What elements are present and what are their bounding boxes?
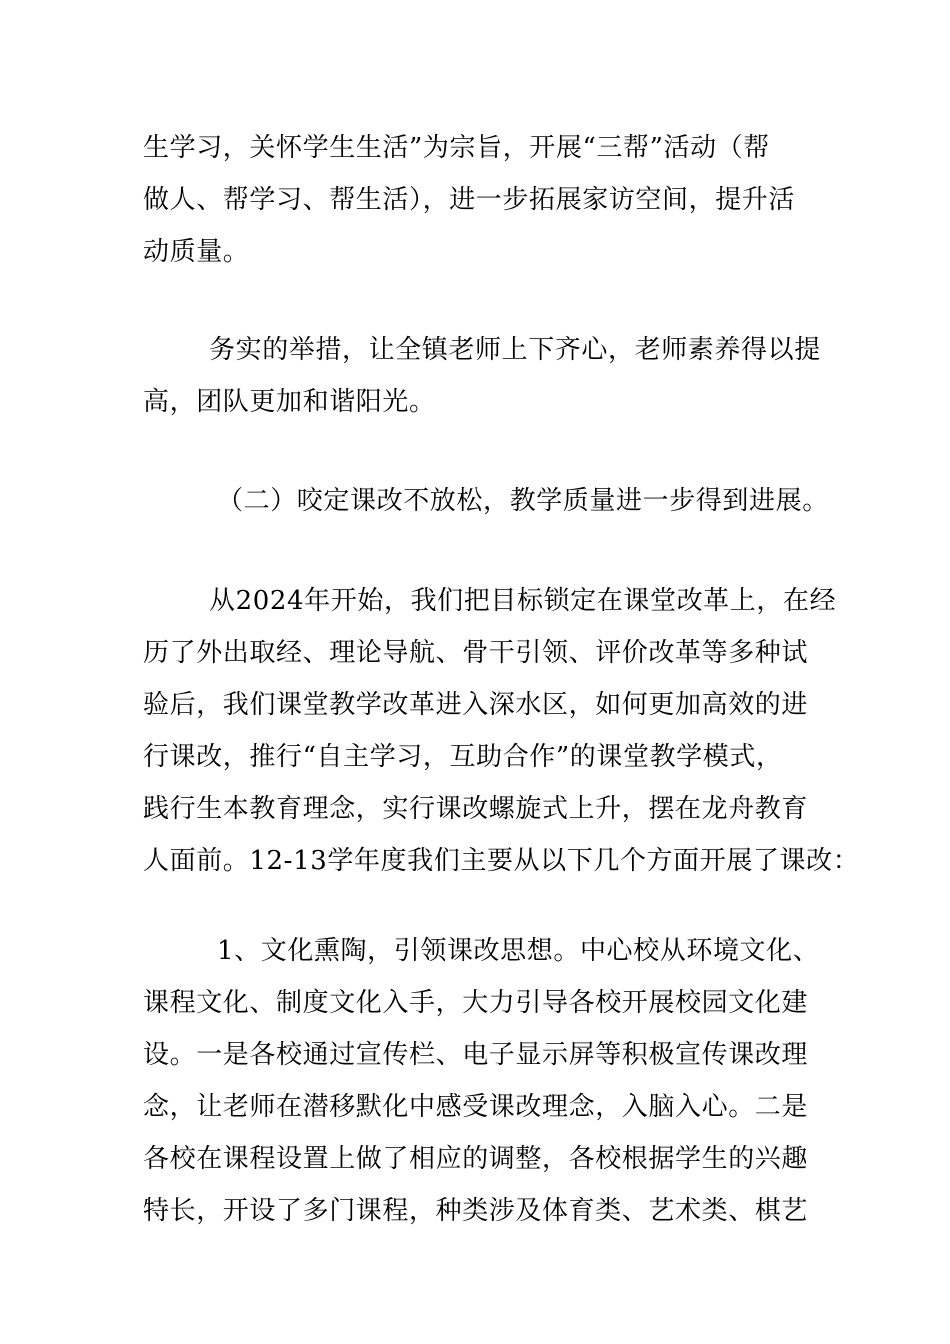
text-line: 验后，我们课堂教学改革进入深水区，如何更加高效的进 [143,690,809,720]
text-line: 行课改，推行“自主学习，互助合作”的课堂教学模式， [143,742,783,772]
text-line: 践行生本教育理念，实行课改螺旋式上升，摆在龙舟教育 [143,794,809,824]
paragraph-home-visit [143,122,813,278]
text-line: 设。一是各校通过宣传栏、电子显示屏等积极宣传课改理 [143,1040,809,1070]
paragraph-practical-measures [143,324,821,428]
text-line: 从2024年开始，我们把目标锁定在课堂改革上，在经 [209,586,837,616]
text-line: 历了外出取经、理论导航、骨干引领、评价改革等多种试 [143,638,809,668]
text-line: （二）咬定课改不放松，教学质量进一步得到进展。 [217,486,829,516]
text-line: 务实的举措，让全镇老师上下齐心，老师素养得以提 [209,335,821,365]
paragraph-reform-overview [143,575,860,887]
text-line: 生学习，关怀学生生活”为宗旨，开展“三帮”活动（帮 [143,133,770,163]
text-line: 课程文化、制度文化入手，大力引导各校开展校园文化建 [143,988,809,1018]
paragraph-cultural-influence [143,925,820,1237]
text-line: 动质量。 [143,237,250,267]
section-heading-curriculum-reform [143,475,829,527]
text-line: 人面前。12-13学年度我们主要从以下几个方面开展了课改： [143,846,860,876]
text-line: 高，团队更加和谐阳光。 [143,387,436,417]
text-line: 念，让老师在潜移默化中感受课改理念，入脑入心。二是 [143,1092,809,1122]
text-line: 做人、帮学习、帮生活），进一步拓展家访空间，提升活 [143,185,796,215]
text-line: 特长，开设了多门课程，种类涉及体育类、艺术类、棋艺 [143,1196,809,1226]
text-line: 各校在课程设置上做了相应的调整，各校根据学生的兴趣 [143,1144,809,1174]
text-line: 1、文化熏陶，引领课改思想。中心校从环境文化、 [217,936,820,966]
